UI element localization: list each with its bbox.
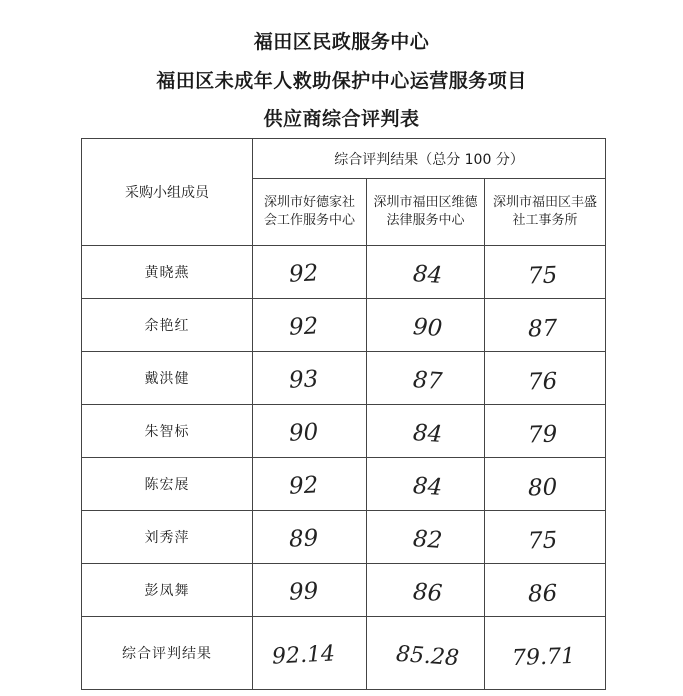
handwritten-total: 79.71 [511,643,575,671]
member-name: 黄晓燕 [82,246,253,299]
score-cell [253,405,367,458]
table-row [82,299,606,352]
handwritten-score: 87 [411,367,444,395]
member-name: 彭凤舞 [82,564,253,617]
member-name: 朱智标 [82,405,253,458]
table-row [82,352,606,405]
handwritten-score: 79 [527,421,559,449]
table-row [82,405,606,458]
handwritten-total: 85.28 [395,641,460,671]
handwritten-score: 76 [527,368,559,396]
document-title-line-3: 供应商综合评判表 [263,108,420,130]
result-group-header: 综合评判结果（总分 100 分） [253,139,606,179]
total-score-cell [253,617,367,690]
table-row [82,511,606,564]
handwritten-score: 92 [288,260,319,288]
handwritten-score: 80 [527,474,559,502]
score-cell [485,246,606,299]
score-cell [485,352,606,405]
score-cell [367,458,485,511]
handwritten-score: 86 [527,580,559,608]
handwritten-score: 90 [288,419,319,447]
handwritten-score: 82 [411,526,444,554]
total-score-cell [367,617,485,690]
member-name: 陈宏展 [82,458,253,511]
score-cell [485,564,606,617]
handwritten-score: 92 [288,472,319,500]
table-row [82,246,606,299]
handwritten-score: 84 [411,473,444,501]
score-cell [253,299,367,352]
handwritten-score: 75 [527,527,559,555]
member-name: 余艳红 [82,299,253,352]
member-column-header: 采购小组成员 [82,139,253,246]
score-cell [253,246,367,299]
vendor-header: 深圳市好德家社会工作服务中心 [253,179,367,246]
handwritten-score: 75 [527,262,559,290]
score-cell [367,405,485,458]
handwritten-total: 92.14 [271,640,336,670]
score-cell [485,299,606,352]
document-title-line-1: 福田区民政服务中心 [253,31,430,53]
evaluation-table [81,138,606,690]
table-row [82,458,606,511]
table-row [82,564,606,617]
score-cell [367,299,485,352]
score-cell [367,352,485,405]
score-cell [253,352,367,405]
document-title-line-2: 福田区未成年人救助保护中心运营服务项目 [156,70,527,92]
total-label: 综合评判结果 [82,617,253,690]
score-cell [485,511,606,564]
handwritten-score: 99 [288,578,319,606]
member-name: 刘秀萍 [82,511,253,564]
score-cell [253,564,367,617]
score-cell [485,405,606,458]
score-cell [367,564,485,617]
handwritten-score: 93 [288,366,319,394]
handwritten-score: 92 [288,313,319,341]
handwritten-score: 84 [411,261,444,289]
handwritten-score: 84 [411,420,444,448]
handwritten-score: 86 [411,579,444,607]
handwritten-score: 87 [527,315,559,343]
total-score-cell [485,617,606,690]
total-row [82,617,606,690]
table-header-row [82,139,606,179]
score-cell [253,511,367,564]
score-cell [253,458,367,511]
score-cell [367,511,485,564]
handwritten-score: 89 [288,525,319,553]
vendor-header: 深圳市福田区维德法律服务中心 [367,179,485,246]
handwritten-score: 90 [411,314,444,342]
member-name: 戴洪健 [82,352,253,405]
score-cell [367,246,485,299]
vendor-header: 深圳市福田区丰盛社工事务所 [485,179,606,246]
score-cell [485,458,606,511]
